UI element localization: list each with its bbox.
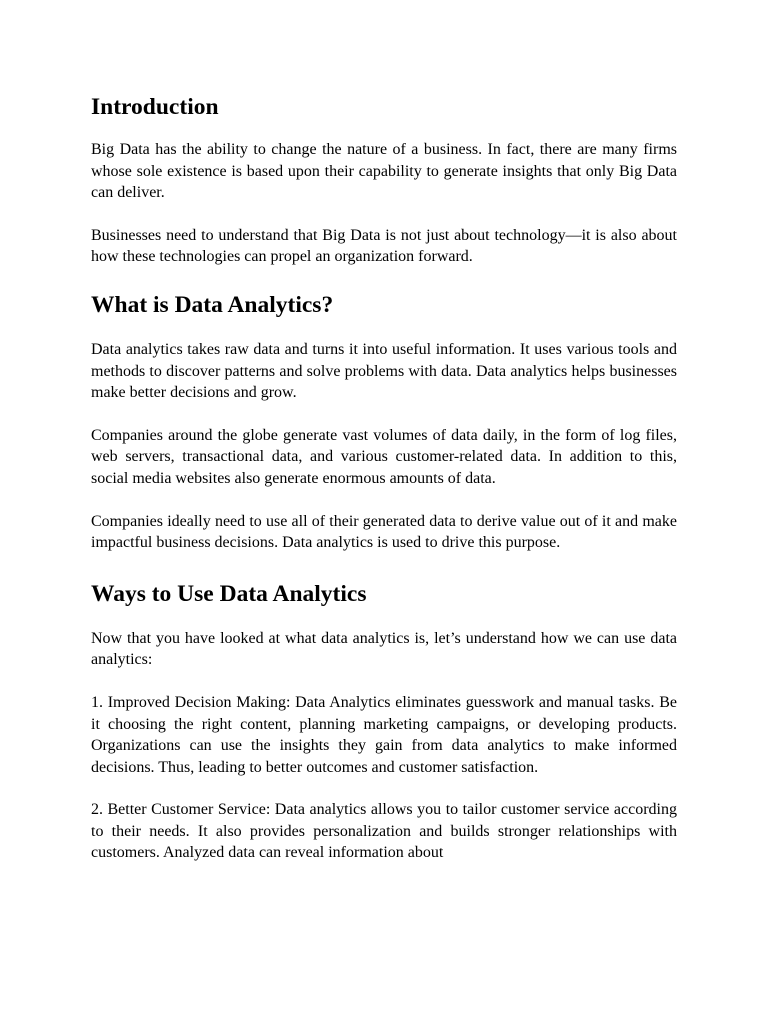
- paragraph: Companies around the globe generate vast volumes of data daily, in the form of log files, web servers, transactional data, and various customer-related data. In addition to this, social media websites also generate enormous amounts of data.: [91, 426, 677, 487]
- list-item-improved-decision-making: 1. Improved Decision Making: Data Analytics eliminates guesswork and manual tasks. Be it choosing the right content, planning marketing campaigns, or developing products. Organizations can use the insights they gain from data analytics to make informed decisions. Thus, leading to better outcomes and customer satisfaction.: [91, 693, 677, 776]
- section-introduction: [91, 92, 677, 268]
- section-what-is-data-analytics: [91, 290, 677, 554]
- paragraph: Data analytics takes raw data and turns it into useful information. It uses various tools and methods to discover patterns and solve problems with data. Data analytics helps businesses make better decisions and grow.: [91, 340, 677, 402]
- list-item-better-customer-service: 2. Better Customer Service: Data analytics allows you to tailor customer service according to their needs. It also provides personalization and builds stronger relationships with customers. Analyzed data can reveal information about: [91, 801, 677, 862]
- heading-ways-to-use-data-analytics: Ways to Use Data Analytics: [91, 580, 367, 607]
- paragraph: Companies ideally need to use all of their generated data to derive value out of it and make impactful business decisions. Data analytics is used to drive this purpose.: [91, 512, 677, 552]
- heading-what-is-data-analytics: What is Data Analytics?: [91, 291, 334, 318]
- paragraph: Now that you have looked at what data analytics is, let’s understand how we can use data analytics:: [91, 629, 677, 669]
- section-ways-to-use-data-analytics: [91, 579, 677, 864]
- paragraph: Big Data has the ability to change the nature of a business. In fact, there are many firms whose sole existence is based upon their capability to generate insights that only Big Data can deliver.: [91, 141, 677, 202]
- heading-introduction: Introduction: [91, 94, 219, 120]
- document-page: [91, 92, 677, 864]
- paragraph: Businesses need to understand that Big Data is not just about technology—it is also about how these technologies can propel an organization forward.: [91, 226, 677, 266]
